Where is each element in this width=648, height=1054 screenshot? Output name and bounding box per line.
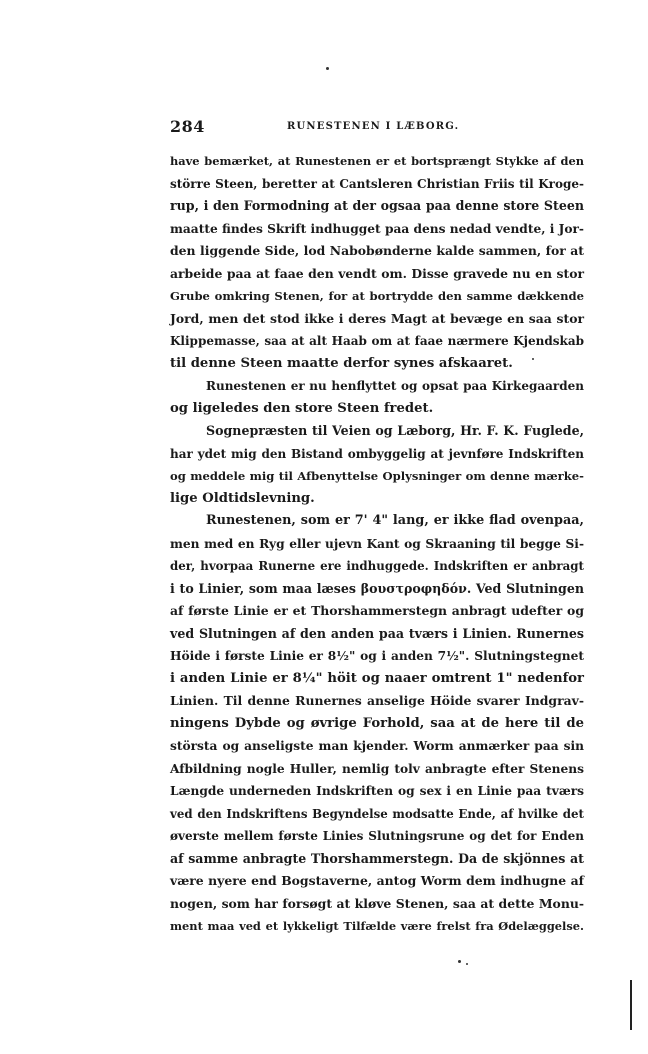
text-line: ment maa ved et lykkeligt Tilfælde være frelst fra Ødelæggelse. <box>170 919 584 933</box>
text-line: Linien. Til denne Runernes anselige Höide svarer Indgrav- <box>170 693 584 708</box>
text-line: der, hvorpaa Runerne ere indhuggede. Indskriften er anbragt <box>170 559 584 573</box>
text-line: maatte findes Skrift indhugget paa dens nedad vendte, i Jor- <box>170 221 584 236</box>
text-line: Afbildning nogle Huller, nemlig tolv anbragte efter Stenens <box>170 761 584 776</box>
text-line: men med en Ryg eller ujevn Kant og Skraaning til begge Si- <box>170 536 584 551</box>
text-line: ved den Indskriftens Begyndelse modsatte Ende, af hvilke det <box>170 806 584 821</box>
text-line: øverste mellem første Linies Slutningsrune og det for Enden <box>170 829 584 843</box>
scan-speck <box>326 67 329 70</box>
text-line: være nyere end Bogstaverne, antog Worm dem indhugne af <box>170 873 584 888</box>
scan-speck <box>458 960 461 963</box>
text-line: Runestenen, som er 7' 4" lang, er ikke flad ovenpaa, <box>206 513 584 528</box>
text-line: til denne Steen maatte derfor synes afskaaret. <box>170 355 513 371</box>
text-line: Höide i første Linie er 8½" og i anden 7½". Slutningstegnet <box>170 649 584 663</box>
text-line: af første Linie er et Thorshammerstegn anbragt udefter og <box>170 603 584 618</box>
text-line: og meddele mig til Afbenyttelse Oplysninger om denne mærke- <box>170 469 584 483</box>
text-line: lige Oldtidslevning. <box>170 490 315 506</box>
page-number: 284 <box>170 117 205 136</box>
text-line: have bemærket, at Runestenen er et bortsprængt Stykke af den <box>170 154 584 168</box>
scan-speck <box>466 963 468 965</box>
text-line: har ydet mig den Bistand ombyggelig at jevnføre Indskriften <box>170 446 584 461</box>
running-head: RUNESTENEN I LÆBORG. <box>287 121 460 132</box>
text-line: i to Linier, som maa læses βουστροφηδόν. Ved Slutningen <box>170 580 584 596</box>
text-line: Sognepræsten til Veien og Læborg, Hr. F. K. Fuglede, <box>206 423 584 438</box>
text-line: ningens Dybde og øvrige Forhold, saa at de here til de <box>170 715 584 731</box>
text-line: Runestenen er nu henflyttet og opsat paa Kirkegaarden <box>206 379 584 393</box>
text-line: Jord, men det stod ikke i deres Magt at bevæge en saa stor <box>170 310 584 326</box>
page-header <box>170 117 584 139</box>
scan-edge-mark <box>630 980 632 1030</box>
body-text <box>170 150 584 938</box>
text-line: arbeide paa at faae den vendt om. Disse gravede nu en stor <box>170 265 584 281</box>
text-line: i anden Linie er 8¼" höit og naaer omtrent 1" nedenfor <box>170 670 584 686</box>
text-line: af samme anbragte Thorshammerstegn. Da de skjönnes at <box>170 850 584 866</box>
text-line: större Steen, beretter at Cantsleren Christian Friis til Kroge- <box>170 176 584 191</box>
text-line: Grube omkring Stenen, for at bortrydde den samme dækkende <box>170 289 584 303</box>
text-line: Længde underneden Indskriften og sex i en Linie paa tværs <box>170 784 584 798</box>
text-line: og ligeledes den store Steen fredet. <box>170 400 434 416</box>
text-line: största og anseligste man kjender. Worm anmærker paa sin <box>170 739 584 753</box>
text-line: Klippemasse, saa at alt Haab om at faae nærmere Kjendskab <box>170 334 584 348</box>
text-line: ved Slutningen af den anden paa tværs i Linien. Runernes <box>170 625 584 641</box>
text-line: rup, i den Formodning at der ogsaa paa denne store Steen <box>170 198 584 213</box>
text-line: den liggende Side, lod Nabobønderne kalde sammen, for at <box>170 243 584 258</box>
text-line: nogen, som har forsøgt at kløve Stenen, saa at dette Monu- <box>170 895 584 911</box>
scan-speck <box>532 358 534 360</box>
